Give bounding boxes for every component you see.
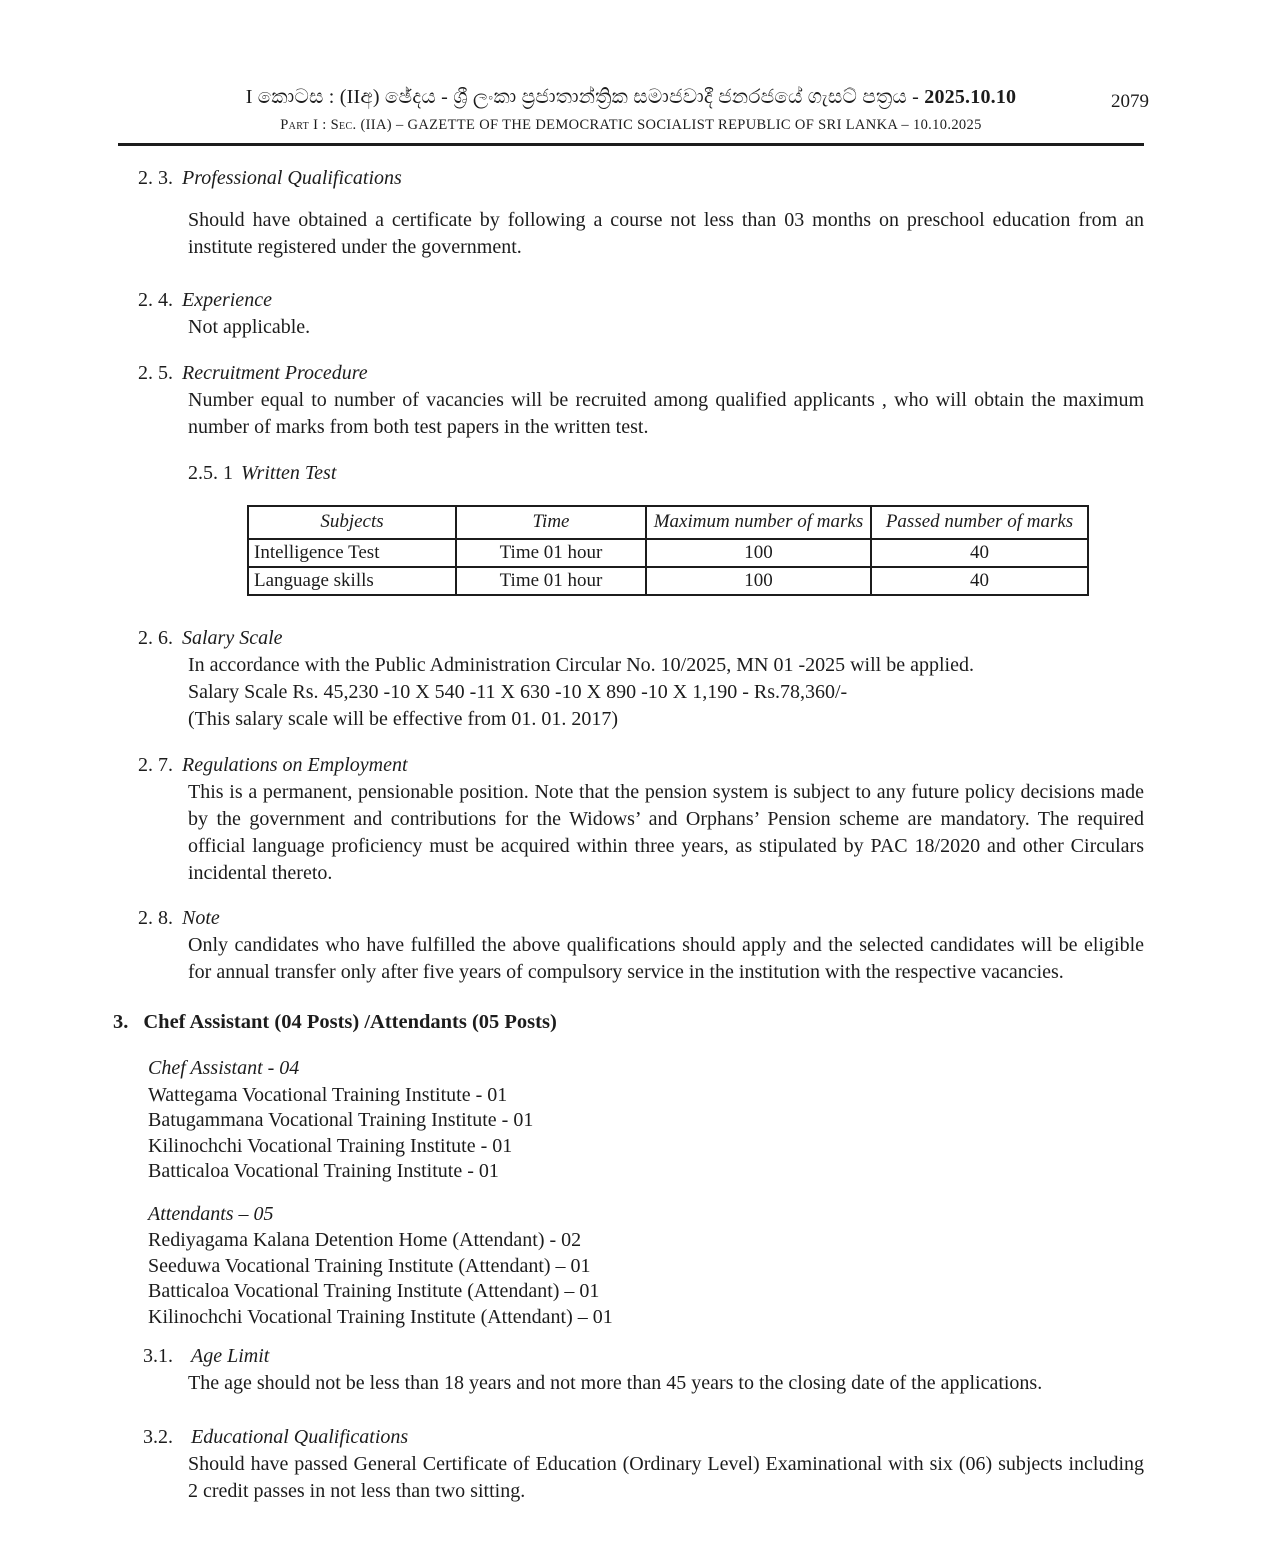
section-3-2-body: Should have passed General Certificate of Education (Ordinary Level) Examinational with six (06) subjects including 2 credit passes in not less than two sitting.	[188, 1453, 1144, 1502]
list-item: Kilinochchi Vocational Training Institute (Attendant) – 01	[148, 1305, 613, 1328]
table-cell-time: Time 01 hour	[456, 567, 646, 595]
section-3-2-heading	[143, 1424, 1275, 1451]
section-2-6-line-circular: In accordance with the Public Administration Circular No. 10/2025, MN 01 -2025 will be applied.	[188, 654, 974, 676]
section-3-title: Chef Assistant (04 Posts) /Attendants (05 Posts)	[143, 1011, 557, 1033]
section-2-6-line-effective-date: (This salary scale will be effective from 01. 01. 2017)	[188, 708, 619, 730]
header-sinhala-date: 2025.10.10	[924, 86, 1017, 108]
section-2-7-heading	[138, 752, 1275, 779]
header-sinhala-text: I කොටස : (IIඅ) ඡේදය - ශ්‍රී ලංකා ප්‍රජාතාන්ත්‍රික සමාජවාදී ජනරජයේ ගැසට් පත්‍රය -	[245, 86, 925, 108]
attendants-list-title: Attendants – 05	[148, 1202, 274, 1225]
section-2-3-body: Should have obtained a certificate by following a course not less than 03 months on preschool education from an institute registered under the government.	[188, 209, 1144, 258]
section-2-8-body: Only candidates who have fulfilled the above qualifications should apply and the selected candidates will be eligible for annual transfer only after five years of compulsory service in the institution with the respective vacancies.	[188, 934, 1144, 983]
table-row-intelligence-test	[248, 539, 1088, 567]
header-divider	[118, 143, 1144, 146]
header-sinhala-line	[118, 0, 1144, 111]
list-item: Batugammana Vocational Training Institute - 01	[148, 1109, 534, 1131]
section-2-5-1-number: 2.5. 1	[188, 462, 233, 484]
section-2-4-heading	[138, 287, 1275, 314]
section-2-4-title: Experience	[182, 289, 272, 311]
section-2-5-1-heading	[188, 460, 1275, 487]
list-item: Kilinochchi Vocational Training Institute - 01	[148, 1134, 513, 1157]
list-item: Batticaloa Vocational Training Institute (Attendant) – 01	[148, 1280, 600, 1302]
table-header-passed-marks: Passed number of marks	[871, 506, 1088, 539]
section-3-1-body: The age should not be less than 18 years and not more than 45 years to the closing date of the applications.	[188, 1372, 1043, 1394]
section-2-6-number: 2. 6.	[138, 627, 173, 649]
written-test-table	[247, 505, 1089, 596]
section-2-5-body: Number equal to number of vacancies will be recruited among qualified applicants , who will obtain the maximum number of marks from both test papers in the written test.	[188, 389, 1144, 438]
table-cell-subject: Language skills	[248, 567, 456, 595]
list-item: Wattegama Vocational Training Institute - 01	[148, 1083, 508, 1106]
section-3-1-title: Age Limit	[191, 1345, 270, 1367]
table-row-language-skills	[248, 567, 1088, 595]
section-2-4-body: Not applicable.	[188, 316, 311, 338]
section-2-3-heading	[138, 165, 1275, 192]
section-2-8-number: 2. 8.	[138, 907, 173, 929]
header-english-line: Part I : Sec. (IIA) – GAZETTE OF THE DEMOCRATIC SOCIALIST REPUBLIC OF SRI LANKA – 10.10.2025	[280, 117, 982, 133]
section-2-6-title: Salary Scale	[182, 627, 283, 649]
table-cell-passed: 40	[871, 567, 1088, 595]
section-2-7-title: Regulations on Employment	[182, 754, 408, 776]
table-cell-max: 100	[646, 539, 871, 567]
list-item: Batticaloa Vocational Training Institute - 01	[148, 1160, 499, 1182]
section-3-heading	[113, 1009, 1275, 1036]
section-2-3-number: 2. 3.	[138, 167, 173, 189]
section-2-4-number: 2. 4.	[138, 289, 173, 311]
table-header-row	[248, 506, 1088, 539]
section-3-1-number: 3.1.	[143, 1345, 173, 1367]
table-header-max-marks: Maximum number of marks	[646, 506, 871, 539]
section-2-5-title: Recruitment Procedure	[182, 362, 368, 384]
table-cell-subject: Intelligence Test	[248, 539, 456, 567]
section-2-5-heading	[138, 360, 1275, 387]
section-2-5-1-title: Written Test	[241, 462, 337, 484]
section-2-8-heading	[138, 905, 1275, 932]
attendants-list	[148, 1202, 1275, 1331]
section-3-2-title: Educational Qualifications	[191, 1426, 409, 1448]
section-2-8-title: Note	[182, 907, 220, 929]
page-number: 2079	[1111, 91, 1149, 112]
section-2-6-line-salary-scale: Salary Scale Rs. 45,230 -10 X 540 -11 X 630 -10 X 890 -10 X 1,190 - Rs.78,360/-	[188, 681, 848, 703]
section-2-3-title: Professional Qualifications	[182, 167, 402, 189]
section-3-2-number: 3.2.	[143, 1426, 173, 1448]
table-cell-max: 100	[646, 567, 871, 595]
section-3-number: 3.	[113, 1011, 129, 1033]
section-2-5-number: 2. 5.	[138, 362, 173, 384]
list-item: Seeduwa Vocational Training Institute (Attendant) – 01	[148, 1254, 591, 1277]
section-2-7-body: This is a permanent, pensionable position. Note that the pension system is subject to any future policy decisions made by the government and contributions for the Widows’ and Orphans’ Pension scheme are mandatory. The required official language proficiency must be acquired within three years, as stipulated by PAC 18/2020 and other Circulars incidental thereto.	[188, 781, 1144, 884]
section-2-7-number: 2. 7.	[138, 754, 173, 776]
section-2-6-heading	[138, 625, 1275, 652]
table-cell-time: Time 01 hour	[456, 539, 646, 567]
table-cell-passed: 40	[871, 539, 1088, 567]
list-item: Rediyagama Kalana Detention Home (Attendant) - 02	[148, 1229, 582, 1251]
section-3-1-heading	[143, 1343, 1275, 1370]
chef-assistant-list	[148, 1056, 1275, 1185]
table-header-time: Time	[456, 506, 646, 539]
chef-assistant-list-title: Chef Assistant - 04	[148, 1057, 300, 1079]
table-header-subjects: Subjects	[248, 506, 456, 539]
